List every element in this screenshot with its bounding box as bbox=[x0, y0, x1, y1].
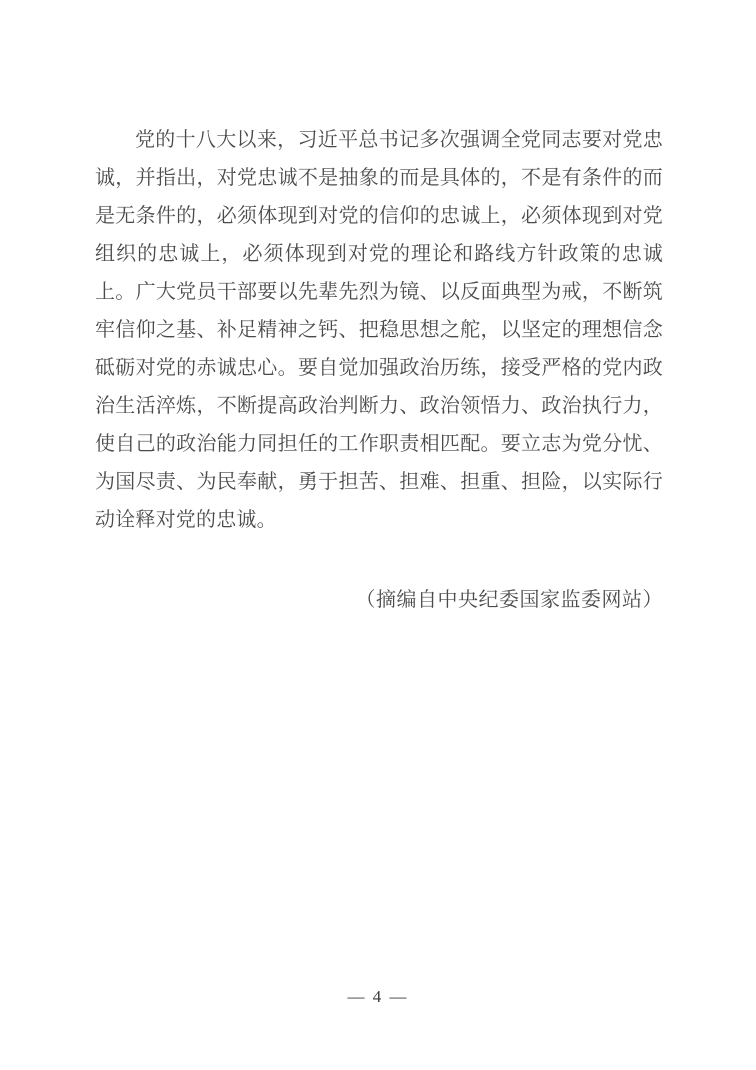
source-attribution: （摘编自中央纪委国家监委网站） bbox=[355, 589, 663, 611]
page-number: — 4 — bbox=[347, 987, 409, 1006]
body-paragraph: 党的十八大以来，习近平总书记多次强调全党同志要对党忠诚，并指出，对党忠诚不是抽象的而是具体的，不是有条件的而是无条件的，必须体现到对党的信仰的忠诚上，必须体现到对党组织的忠诚上，必须体现到对党的理论和路线方针政策的忠诚上。广大党员干部要以先辈先烈为镜、以反面典型为戒，不断筑牢信仰之基、补足精神之钙、把稳思想之舵，以坚定的理想信念砥砺对党的赤诚忠心。要自觉加强政治历练，接受严格的党内政治生活淬炼，不断提高政治判断力、政治领悟力、政治执行力，使自己的政治能力同担任的工作职责相匹配。要立志为党分忧、为国尽责、为民奉献，勇于担苦、担难、担重、担险，以实际行动诠释对党的忠诚。 bbox=[95, 129, 663, 531]
